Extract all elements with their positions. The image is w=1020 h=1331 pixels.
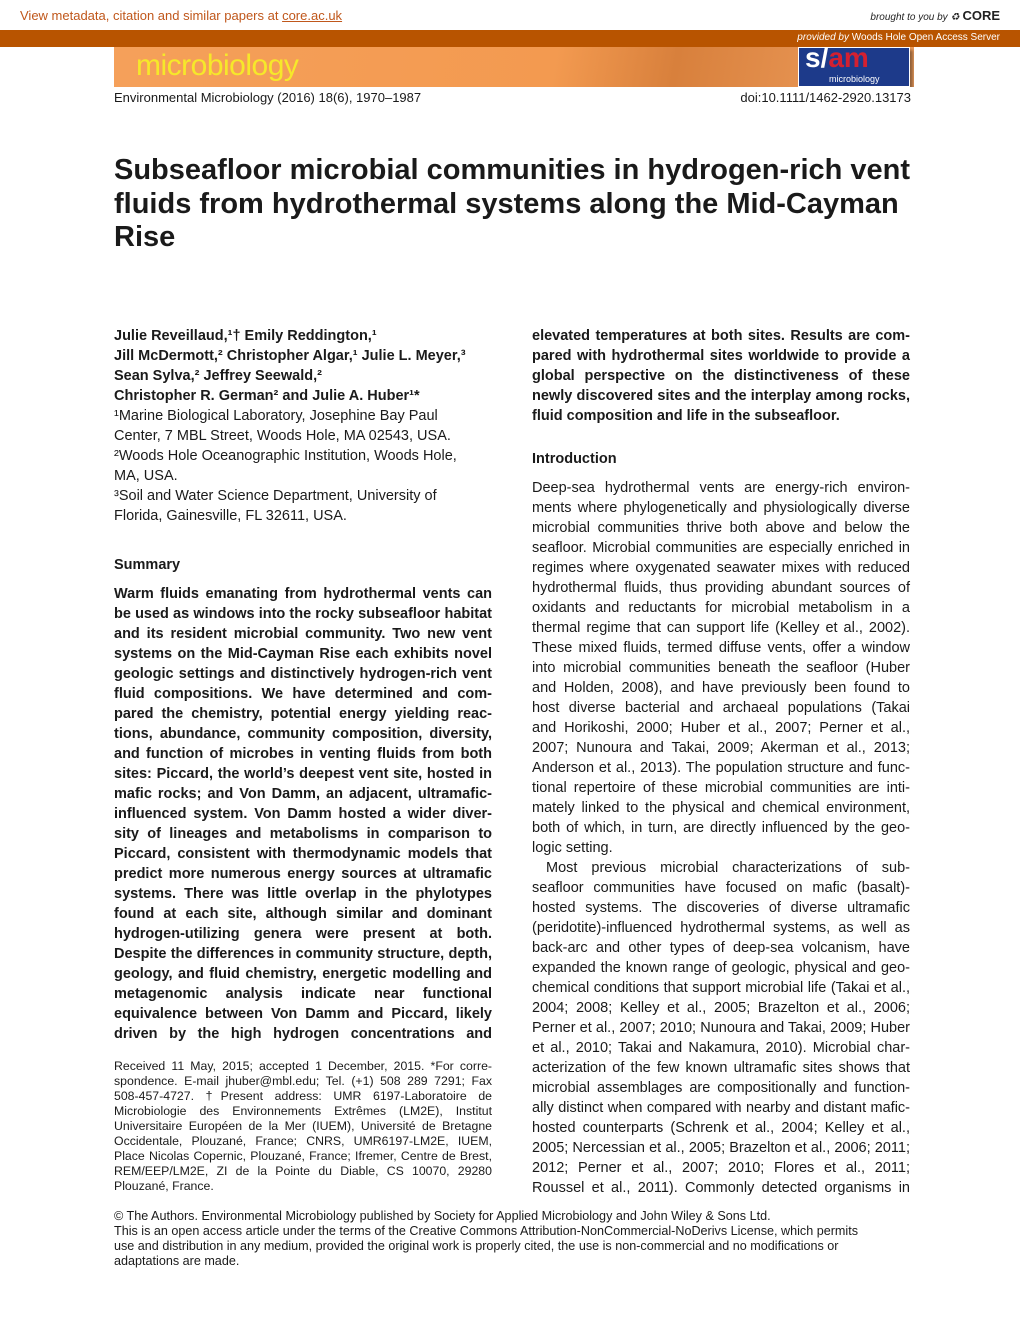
introduction-line: oxidants and reductants for microbial metabolism in a bbox=[532, 600, 910, 616]
summary-line: mafic rocks; and Von Damm, an adjacent, ultramafic- bbox=[114, 786, 492, 802]
core-brand-name: CORE bbox=[962, 8, 1000, 23]
received-note-line: Microbiologie des Environnements Extrêmes (LM2E), Institut bbox=[114, 1104, 492, 1118]
introduction-line: and Horikoshi, 2000; Huber et al., 2007; Perner et al., bbox=[532, 720, 910, 736]
summary-line: Despite the differences in community structure, depth, bbox=[114, 946, 492, 962]
summary-line: global perspective on the distinctiveness of these bbox=[532, 368, 910, 384]
summary-line: found at each site, although similar and dominant bbox=[114, 906, 492, 922]
introduction-line: regimes where oxygenated seawater mixes with reduced bbox=[532, 560, 910, 576]
introduction-line: Perner et al., 2007; 2010; Nunoura and Takai, 2009; Huber bbox=[532, 1020, 910, 1036]
summary-line: pared the chemistry, potential energy yielding reac- bbox=[114, 706, 492, 722]
introduction-line: These mixed fluids, termed diffuse vents, offer a window bbox=[532, 640, 910, 656]
core-metadata-text bbox=[20, 8, 342, 23]
doi: doi:10.1111/1462-2920.13173 bbox=[740, 90, 911, 105]
brought-by-text: brought to you by bbox=[870, 12, 948, 23]
authors-block bbox=[114, 326, 492, 526]
affiliation-line: ¹Marine Biological Laboratory, Josephine Bay Paul bbox=[114, 408, 438, 424]
core-link-prefix: View metadata, citation and similar papers at bbox=[20, 8, 283, 23]
sfam-logo bbox=[798, 47, 910, 87]
summary-line: driven by the high hydrogen concentrations and bbox=[114, 1026, 492, 1042]
provided-by-label: provided by bbox=[797, 32, 849, 43]
affiliation-line: ²Woods Hole Oceanographic Institution, Woods Hole, bbox=[114, 448, 457, 464]
introduction-line: (peridotite)-influenced hydrothermal systems, as well as bbox=[532, 920, 910, 936]
license-footer bbox=[114, 1209, 914, 1269]
sfam-logo-sub: microbiology bbox=[829, 74, 880, 84]
introduction-line: 2007; Nunoura and Takai, 2009; Akerman et al., 2013; bbox=[532, 740, 910, 756]
introduction-line: Deep-sea hydrothermal vents are energy-rich environ- bbox=[532, 480, 910, 496]
introduction-line: acterization of the few known ultramafic sites shows that bbox=[532, 1060, 910, 1076]
summary-line: systems. There was little overlap in the phylotypes bbox=[114, 886, 492, 902]
summary-line: metagenomic analysis indicate near functional bbox=[114, 986, 492, 1002]
introduction-line: thermal regime that can support life (Kelley et al., 2002). bbox=[532, 620, 910, 636]
summary-line: sites: Piccard, the world’s deepest vent site, hosted in bbox=[114, 766, 492, 782]
introduction-line: ally distinct when compared with nearby and distant mafic- bbox=[532, 1100, 910, 1116]
summary-line: Warm fluids emanating from hydrothermal vents can bbox=[114, 586, 492, 602]
core-header bbox=[0, 0, 1020, 30]
summary-line: sity of lineages and metabolisms in comparison to bbox=[114, 826, 492, 842]
summary-line: fluid composition and life in the subseafloor. bbox=[532, 408, 840, 424]
introduction-line: host diverse bacterial and archaeal populations (Takai bbox=[532, 700, 910, 716]
author-line: Julie Reveillaud,¹† Emily Reddington,¹ bbox=[114, 328, 377, 344]
summary-line: pared with hydrothermal sites worldwide to provide a bbox=[532, 348, 910, 364]
received-note-line: Place Nicolas Copernic, Plouzané, France; Ifremer, Centre de Brest, bbox=[114, 1149, 492, 1163]
core-brand[interactable] bbox=[870, 8, 1000, 23]
summary-line: geology, and fluid chemistry, energetic modelling and bbox=[114, 966, 492, 982]
introduction-line: expanded the known range of geologic, physical and geo- bbox=[532, 960, 910, 976]
summary-line: and function of microbes in venting fluids from both bbox=[114, 746, 492, 762]
footer-line: use and distribution in any medium, provided the original work is properly cited, the use is non-commercial and no modifications or bbox=[114, 1239, 839, 1253]
affiliation-line: MA, USA. bbox=[114, 468, 178, 484]
received-note-line: REM/EEP/LM2E, ZI de la Pointe du Diable, CS 10070, 29280 bbox=[114, 1164, 492, 1178]
summary-heading: Summary bbox=[114, 557, 181, 573]
introduction-line: 2012; Perner et al., 2007; 2010; Flores et al., 2011; bbox=[532, 1160, 910, 1176]
introduction-line: seafloor. Microbial communities are especially enriched in bbox=[532, 540, 910, 556]
introduction-line: mately linked to the physical and chemical environment, bbox=[532, 800, 910, 816]
introduction-line: into microbial communities beneath the seafloor (Huber bbox=[532, 660, 910, 676]
introduction-line: 2004; 2008; Kelley et al., 2005; Brazelton et al., 2006; bbox=[532, 1000, 910, 1016]
summary-line: elevated temperatures at both sites. Results are com- bbox=[532, 328, 910, 344]
introduction-line: and Holden, 2008), and have previously been found to bbox=[532, 680, 910, 696]
introduction-line: logic setting. bbox=[532, 840, 613, 856]
introduction-line: chemical conditions that support microbial life (Takai et al., bbox=[532, 980, 910, 996]
core-logo-icon: ♻ bbox=[950, 12, 960, 23]
introduction-heading: Introduction bbox=[532, 451, 617, 467]
summary-line: hydrogen-utilizing genera were present at both. bbox=[114, 926, 492, 942]
received-note-line: Plouzané, France. bbox=[114, 1179, 214, 1193]
summary-line: systems on the Mid-Cayman Rise each exhibits novel bbox=[114, 646, 492, 662]
provider-name[interactable]: Woods Hole Open Access Server bbox=[851, 32, 1000, 43]
footer-line: adaptations are made. bbox=[114, 1254, 240, 1268]
received-note bbox=[114, 1059, 492, 1194]
affiliation-line: Center, 7 MBL Street, Woods Hole, MA 02543, USA. bbox=[114, 428, 451, 444]
introduction-line: Anderson et al., 2013). The population structure and func- bbox=[532, 760, 910, 776]
journal-banner bbox=[114, 47, 914, 87]
received-note-line: Universitaire Européen de la Mer (IUEM), Université de Bretagne bbox=[114, 1119, 492, 1133]
introduction-line: hydrothermal fluids, thus providing abundant sources of bbox=[532, 580, 910, 596]
affiliation-line: Florida, Gainesville, FL 32611, USA. bbox=[114, 508, 347, 524]
summary-line: and its resident microbial community. Two new vent bbox=[114, 626, 492, 642]
summary-line: equivalence between Von Damm and Piccard, likely bbox=[114, 1006, 492, 1022]
received-note-line: Received 11 May, 2015; accepted 1 December, 2015. *For corre- bbox=[114, 1059, 492, 1073]
received-note-line: spondence. E-mail jhuber@mbl.edu; Tel. (+1) 508 289 7291; Fax bbox=[114, 1074, 492, 1088]
received-note-line: Occidentale, Plouzané, France; CNRS, UMR6197-LM2E, IUEM, bbox=[114, 1134, 492, 1148]
core-link[interactable]: core.ac.uk bbox=[282, 8, 343, 23]
introduction-line: tional repertoire of these microbial communities are inti- bbox=[532, 780, 910, 796]
introduction-line: ments where phylogenetically and physiologically diverse bbox=[532, 500, 910, 516]
received-note-line: 508-457-4727. †Present address: UMR 6197-Laboratoire de bbox=[114, 1089, 492, 1103]
summary-line: geologic settings and distinctively hydrogen-rich vent bbox=[114, 666, 492, 682]
summary-line: fluid compositions. We have determined and com- bbox=[114, 686, 492, 702]
affiliation-line: ³Soil and Water Science Department, University of bbox=[114, 488, 437, 504]
footer-line: © The Authors. Environmental Microbiology published by Society for Applied Microbiology and John Wiley & Sons Ltd. bbox=[114, 1209, 771, 1223]
sfam-logo-mark: s/am bbox=[805, 47, 869, 73]
introduction-line: hosted counterparts (Schrenk et al., 2004; Kelley et al., bbox=[532, 1120, 910, 1136]
article-title: Subseafloor microbial communities in hydrogen-rich vent fluids from hydrothermal systems along the Mid-Cayman Rise bbox=[114, 154, 911, 253]
summary-line: predict more numerous energy sources at ultramafic bbox=[114, 866, 492, 882]
summary bbox=[114, 584, 492, 1044]
summary-line: be used as windows into the rocky subseafloor habitat bbox=[114, 606, 492, 622]
summary-continued bbox=[532, 326, 910, 426]
introduction-body bbox=[532, 478, 910, 1198]
introduction-line: Roussel et al., 2011). Commonly detected organisms in bbox=[532, 1180, 910, 1196]
introduction-line: microbial assemblages are compositionally and function- bbox=[532, 1080, 910, 1096]
introduction-line: microbial communities thrive both above and below the bbox=[532, 520, 910, 536]
summary-line: tions, abundance, community composition, diversity, bbox=[114, 726, 492, 742]
author-line: Christopher R. German² and Julie A. Huber¹* bbox=[114, 388, 420, 404]
introduction-line: both of which, in turn, are directly influenced by the geo- bbox=[532, 820, 910, 836]
author-line: Sean Sylva,² Jeffrey Seewald,² bbox=[114, 368, 322, 384]
summary-line: newly discovered sites and the interplay among rocks, bbox=[532, 388, 910, 404]
journal-citation: Environmental Microbiology (2016) 18(6), 1970–1987 bbox=[114, 90, 422, 105]
introduction-line: back-arc and other types of deep-sea volcanism, have bbox=[532, 940, 910, 956]
introduction-line: Most previous microbial characterizations of sub- bbox=[546, 860, 910, 876]
introduction-line: et al., 2010; Takai and Nakamura, 2010). Microbial char- bbox=[532, 1040, 910, 1056]
summary-line: influenced system. Von Damm hosted a wider diver- bbox=[114, 806, 492, 822]
author-line: Jill McDermott,² Christopher Algar,¹ Julie L. Meyer,³ bbox=[114, 348, 466, 364]
footer-line: This is an open access article under the terms of the Creative Commons Attribution-NonCommercial-NoDerivs License, which permits bbox=[114, 1224, 859, 1238]
journal-banner-title: microbiology bbox=[136, 49, 299, 82]
introduction-line: seafloor communities have focused on mafic (basalt)- bbox=[532, 880, 910, 896]
core-provider-bar bbox=[0, 30, 1020, 47]
introduction-line: 2005; Nercessian et al., 2005; Brazelton et al., 2006; 2011; bbox=[532, 1140, 910, 1156]
summary-line: Piccard, consistent with thermodynamic models that bbox=[114, 846, 492, 862]
introduction-line: hosted systems. The discoveries of diverse ultramafic bbox=[532, 900, 910, 916]
